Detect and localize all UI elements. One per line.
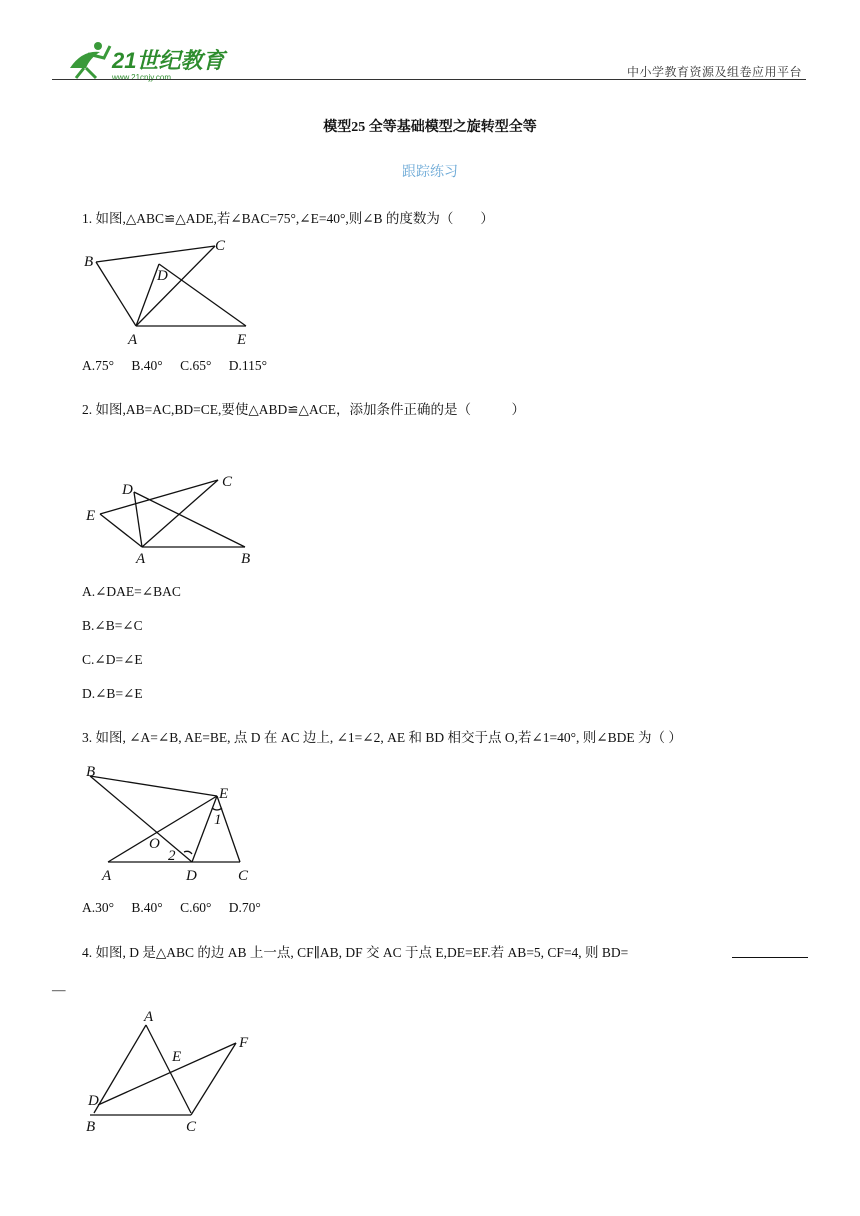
question-1-stem: 1. 如图,△ABC≌△ADE,若∠BAC=75°,∠E=40°,则∠B 的度数为（ ） xyxy=(82,211,494,226)
label-B: B xyxy=(84,254,94,270)
label-D: D xyxy=(88,1093,99,1109)
option-b[interactable]: B.40° xyxy=(131,358,163,373)
label-C: C xyxy=(186,1119,197,1135)
option-d[interactable]: D.115° xyxy=(228,358,267,373)
logo-url-text: www.21cnjy.com xyxy=(112,73,171,82)
label-C: C xyxy=(238,868,249,884)
question-1-figure xyxy=(82,236,272,350)
question-3-stem: 3. 如图, ∠A=∠B, AE=BE, 点 D 在 AC 边上, ∠1=∠2, AE 和 BD 相交于点 O,若∠1=40°, 则∠BDE 为（ ） xyxy=(82,730,682,745)
label-C: C xyxy=(215,238,226,254)
question-2-stem: 2. 如图,AB=AC,BD=CE,要使△ABD≌△ACE，添加条件正确的是（ ） xyxy=(82,402,525,417)
label-O: O xyxy=(149,836,160,852)
question-2-option-d[interactable]: D.∠B=∠E xyxy=(82,686,143,701)
logo-text: 21世纪教育 xyxy=(112,48,225,73)
label-E: E xyxy=(237,332,247,348)
question-4-stem: 4. 如图, D 是△ABC 的边 AB 上一点, CF∥AB, DF 交 AC 于点 E,DE=EF.若 AB=5, CF=4, 则 BD= xyxy=(82,945,629,960)
label-C: C xyxy=(222,474,233,490)
question-4-blank-tail: — xyxy=(52,982,66,997)
label-A: A xyxy=(128,332,138,348)
page-subtitle: 跟踪练习 xyxy=(402,165,458,180)
header-divider xyxy=(52,79,806,80)
label-D: D xyxy=(157,268,168,284)
page-title: 模型25 全等基础模型之旋转型全等 xyxy=(323,120,537,135)
question-1-options xyxy=(82,358,281,374)
question-2-figure xyxy=(82,470,272,570)
option-a[interactable]: A.30° xyxy=(82,900,115,915)
question-2-option-c[interactable]: C.∠D=∠E xyxy=(82,652,143,667)
logo-runner-icon xyxy=(60,38,230,82)
option-c[interactable]: C.65° xyxy=(180,358,212,373)
header-platform-text: 中小学教育资源及组卷应用平台 xyxy=(626,65,802,79)
label-B: B xyxy=(86,764,96,780)
label-B: B xyxy=(241,551,251,567)
label-A: A xyxy=(102,868,112,884)
label-B: B xyxy=(86,1119,96,1135)
label-E: E xyxy=(219,786,229,802)
label-D: D xyxy=(122,482,133,498)
label-D: D xyxy=(186,868,197,884)
question-3-figure xyxy=(82,760,272,886)
question-2-option-a[interactable]: A.∠DAE=∠BAC xyxy=(82,584,181,599)
question-2-option-b[interactable]: B.∠B=∠C xyxy=(82,618,143,633)
label-angle-2: 2 xyxy=(168,848,176,864)
question-4-answer-blank[interactable] xyxy=(732,942,808,958)
option-d[interactable]: D.70° xyxy=(228,900,261,915)
label-A: A xyxy=(144,1009,154,1025)
option-c[interactable]: C.60° xyxy=(180,900,212,915)
label-E: E xyxy=(86,508,96,524)
question-4-figure xyxy=(82,1005,272,1135)
label-E: E xyxy=(172,1049,182,1065)
option-a[interactable]: A.75° xyxy=(82,358,115,373)
label-F: F xyxy=(239,1035,249,1051)
question-3-options xyxy=(82,900,275,916)
option-b[interactable]: B.40° xyxy=(131,900,163,915)
label-angle-1: 1 xyxy=(214,812,222,828)
label-A: A xyxy=(136,551,146,567)
